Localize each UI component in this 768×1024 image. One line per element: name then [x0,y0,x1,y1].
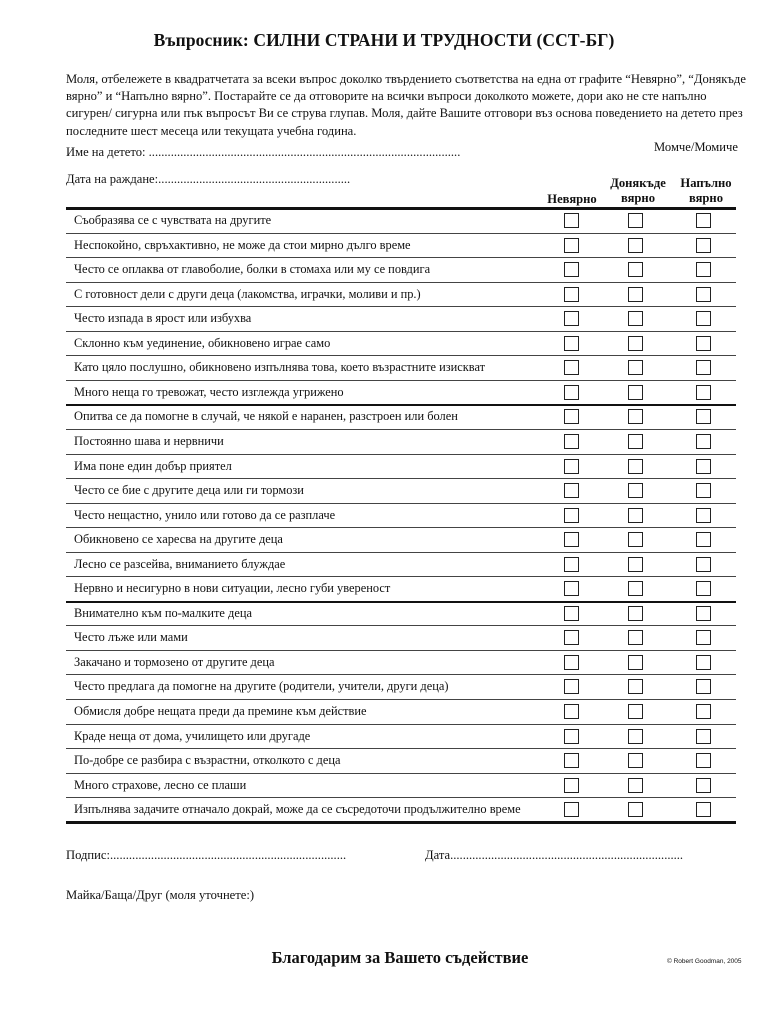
row-divider [66,429,736,430]
checkbox-q6-not-true[interactable] [564,336,579,351]
column-header-certainly-true: Напълно вярно [680,176,732,205]
checkbox-q16-not-true[interactable] [564,581,579,596]
checkbox-q4-not-true[interactable] [564,287,579,302]
question-19: Закачано и тормозено от другите деца [74,654,275,669]
checkbox-q3-somewhat-true[interactable] [628,262,643,277]
checkbox-q12-somewhat-true[interactable] [628,483,643,498]
row-divider [66,797,736,798]
checkbox-q20-not-true[interactable] [564,679,579,694]
checkbox-q15-not-true[interactable] [564,557,579,572]
question-15: Лесно се разсейва, вниманието блуждае [74,556,286,571]
question-4: С готовност дели с други деца (лакомства, играчки, моливи и пр.) [74,286,421,301]
checkbox-q9-somewhat-true[interactable] [628,409,643,424]
checkbox-q8-somewhat-true[interactable] [628,385,643,400]
row-divider [66,355,736,356]
checkbox-q22-not-true[interactable] [564,729,579,744]
checkbox-q12-certainly-true[interactable] [696,483,711,498]
question-13: Често нещастно, унило или готово да се разплаче [74,507,336,522]
checkbox-q3-certainly-true[interactable] [696,262,711,277]
checkbox-q21-somewhat-true[interactable] [628,704,643,719]
question-22: Краде неща от дома, училището или другаде [74,728,311,743]
checkbox-q1-not-true[interactable] [564,213,579,228]
checkbox-q11-certainly-true[interactable] [696,459,711,474]
row-divider [66,576,736,577]
checkbox-q13-not-true[interactable] [564,508,579,523]
checkbox-q9-not-true[interactable] [564,409,579,424]
checkbox-q19-not-true[interactable] [564,655,579,670]
checkbox-q17-somewhat-true[interactable] [628,606,643,621]
checkbox-q2-somewhat-true[interactable] [628,238,643,253]
checkbox-q14-somewhat-true[interactable] [628,532,643,547]
checkbox-q8-not-true[interactable] [564,385,579,400]
checkbox-q15-somewhat-true[interactable] [628,557,643,572]
row-divider [66,674,736,675]
checkbox-q7-not-true[interactable] [564,360,579,375]
signature-field[interactable]: Подпис:........................................................................... [66,848,347,862]
checkbox-q14-not-true[interactable] [564,532,579,547]
checkbox-q12-not-true[interactable] [564,483,579,498]
checkbox-q10-somewhat-true[interactable] [628,434,643,449]
checkbox-q5-somewhat-true[interactable] [628,311,643,326]
question-8: Много неща го тревожат, често изглежда угрижено [74,384,344,399]
row-divider [66,233,736,234]
checkbox-q16-certainly-true[interactable] [696,581,711,596]
table-top-rule [66,207,736,210]
question-21: Обмисля добре нещата преди да премине към действие [74,704,367,718]
question-10: Постоянно шава и нервничи [74,433,224,448]
section-divider [66,404,736,406]
checkbox-q23-certainly-true[interactable] [696,753,711,768]
checkbox-q4-somewhat-true[interactable] [628,287,643,302]
gender-field[interactable]: Момче/Момиче [654,140,738,154]
checkbox-q17-not-true[interactable] [564,606,579,621]
checkbox-q25-certainly-true[interactable] [696,802,711,817]
column-header-not-true: Невярно [547,192,597,206]
question-17: Внимателно към по-малките деца [74,605,252,620]
row-divider [66,650,736,651]
child-name-field[interactable]: Име на детето: ................................................................................................... [66,145,461,159]
checkbox-q2-certainly-true[interactable] [696,238,711,253]
row-divider [66,306,736,307]
checkbox-q21-not-true[interactable] [564,704,579,719]
question-6: Склонно към уединение, обикновено играе само [74,335,331,350]
checkbox-q21-certainly-true[interactable] [696,704,711,719]
question-9: Опитва се да помогне в случай, че някой е наранен, разстроен или болен [74,409,458,424]
checkbox-q24-somewhat-true[interactable] [628,778,643,793]
checkbox-q7-somewhat-true[interactable] [628,360,643,375]
checkbox-q25-somewhat-true[interactable] [628,802,643,817]
checkbox-q5-certainly-true[interactable] [696,311,711,326]
checkbox-q13-somewhat-true[interactable] [628,508,643,523]
row-divider [66,625,736,626]
question-5: Често изпада в ярост или избухва [74,311,252,326]
checkbox-q17-certainly-true[interactable] [696,606,711,621]
checkbox-q23-not-true[interactable] [564,753,579,768]
birth-date-field[interactable]: Дата на раждане:............................................................. [66,172,351,186]
question-2: Неспокойно, свръхактивно, не може да стои мирно дълго време [74,237,411,252]
page-title: Въпросник: СИЛНИ СТРАНИ И ТРУДНОСТИ (ССТ-БГ) [153,30,615,50]
row-divider [66,331,736,332]
checkbox-q3-not-true[interactable] [564,262,579,277]
checkbox-q18-somewhat-true[interactable] [628,630,643,645]
row-divider [66,257,736,258]
checkbox-q1-certainly-true[interactable] [696,213,711,228]
row-divider [66,282,736,283]
checkbox-q6-certainly-true[interactable] [696,336,711,351]
question-24: Много страхове, лесно се плаши [74,777,247,792]
checkbox-q1-somewhat-true[interactable] [628,213,643,228]
row-divider [66,478,736,479]
checkbox-q18-not-true[interactable] [564,630,579,645]
checkbox-q22-certainly-true[interactable] [696,729,711,744]
checkbox-q16-somewhat-true[interactable] [628,581,643,596]
checkbox-q4-certainly-true[interactable] [696,287,711,302]
date-field[interactable]: Дата.......................................................................... [425,848,684,862]
thanks-note: Благодарим за Вашето съдействие [271,948,529,967]
row-divider [66,503,736,504]
instructions: Моля, отбележете в квадратчетата за всеки въпрос доколко твърдението съответства на една от графите “Невярно”, “Донякъде вярно” и “Напълно вярно”. Постарайте се да отговорите на всички въпроси доколкото можете, дори ако не сте напълно сигурен/ сигурна или пък въпросът Ви се струва глупав. Моля, дайте Вашите отговори въз основа поведението на детето през последните шест месеца или текущата учебна година. [66,72,746,138]
row-divider [66,748,736,749]
row-divider [66,724,736,725]
row-divider [66,527,736,528]
copyright: © Robert Goodman, 2005 [667,958,742,965]
question-11: Има поне един добър приятел [74,458,232,473]
checkbox-q18-certainly-true[interactable] [696,630,711,645]
checkbox-q6-somewhat-true[interactable] [628,336,643,351]
question-14: Обикновено се харесва на другите деца [74,532,283,547]
question-20: Често предлага да помогне на другите (родители, учители, други деца) [74,679,449,694]
checkbox-q24-certainly-true[interactable] [696,778,711,793]
question-1: Съобразява се с чувствата на другите [74,213,272,227]
checkbox-q25-not-true[interactable] [564,802,579,817]
checkbox-q20-somewhat-true[interactable] [628,679,643,694]
row-divider [66,699,736,700]
checkbox-q10-not-true[interactable] [564,434,579,449]
checkbox-q23-somewhat-true[interactable] [628,753,643,768]
section-divider [66,601,736,603]
checkbox-q11-somewhat-true[interactable] [628,459,643,474]
relation-field[interactable]: Майка/Баща/Друг (моля уточнете:) [66,888,255,902]
checkbox-q7-certainly-true[interactable] [696,360,711,375]
row-divider [66,552,736,553]
checkbox-q2-not-true[interactable] [564,238,579,253]
checkbox-q10-certainly-true[interactable] [696,434,711,449]
question-7: Като цяло послушно, обикновено изпълнява това, което възрастните изискват [74,360,486,375]
question-25: Изпълнява задачите отначало докрай, може да се съсредоточи продължително време [74,802,521,817]
checkbox-q15-certainly-true[interactable] [696,557,711,572]
question-18: Често лъже или мами [74,630,188,645]
checkbox-q22-somewhat-true[interactable] [628,729,643,744]
question-3: Често се оплаква от главоболие, болки в стомаха или му се повдига [74,262,431,277]
checkbox-q19-somewhat-true[interactable] [628,655,643,670]
checkbox-q5-not-true[interactable] [564,311,579,326]
checkbox-q8-certainly-true[interactable] [696,385,711,400]
question-16: Нервно и несигурно в нови ситуации, лесно губи увереност [74,581,391,596]
row-divider [66,773,736,774]
checkbox-q14-certainly-true[interactable] [696,532,711,547]
table-bottom-rule [66,821,736,824]
row-divider [66,454,736,455]
question-12: Често се бие с другите деца или ги тормози [74,483,304,498]
checkbox-q13-certainly-true[interactable] [696,508,711,523]
question-23: По-добре се разбира с възрастни, отколкото с деца [74,753,341,768]
checkbox-q9-certainly-true[interactable] [696,409,711,424]
row-divider [66,380,736,381]
checkbox-q19-certainly-true[interactable] [696,655,711,670]
checkbox-q11-not-true[interactable] [564,459,579,474]
checkbox-q20-certainly-true[interactable] [696,679,711,694]
column-header-somewhat-true: Донякъде вярно [610,176,666,205]
checkbox-q24-not-true[interactable] [564,778,579,793]
